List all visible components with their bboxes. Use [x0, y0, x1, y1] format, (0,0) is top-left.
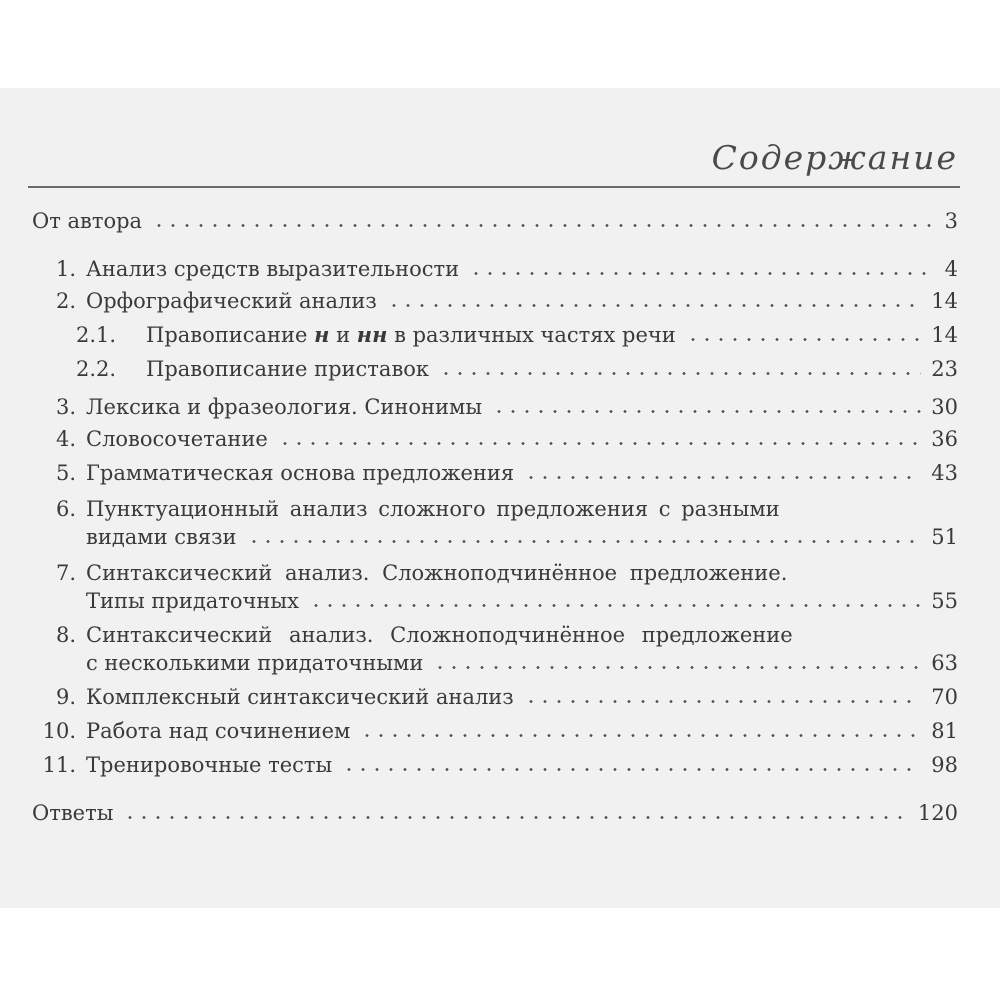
- toc-entry-2-1: [76, 320, 958, 350]
- toc-entry-page: 30: [931, 395, 958, 419]
- toc-entry-text: Орфографический анализ: [86, 289, 377, 313]
- toc-entry-3: [32, 392, 958, 422]
- dot-leader: [123, 816, 907, 819]
- toc-entry-page: 51: [931, 525, 958, 549]
- toc-entry-text: Тренировочные тесты: [86, 753, 333, 777]
- toc-entry-8: [32, 620, 958, 650]
- toc-entry-number: 4.: [55, 427, 76, 451]
- toc-text-emphasis: нн: [356, 322, 388, 347]
- toc-entry-number: 3.: [55, 395, 76, 419]
- toc-entry-text: Грамматическая основа предложения: [86, 461, 515, 485]
- toc-entry-page: 3: [944, 209, 958, 233]
- toc-entry-6-cont: [86, 522, 958, 552]
- dot-leader: [524, 476, 921, 479]
- toc-entry-number: 7.: [55, 561, 76, 585]
- toc-entry-text: Комплексный синтаксический анализ: [86, 685, 514, 709]
- toc-entry-page: 36: [931, 427, 958, 451]
- dot-leader: [524, 700, 922, 703]
- dot-leader: [247, 540, 922, 543]
- toc-entry-text: Словосочетание: [86, 427, 268, 451]
- toc-entry-text: Анализ средств выразительности: [86, 257, 460, 281]
- toc-entry-number: 10.: [42, 719, 76, 743]
- toc-entry-1: [32, 254, 958, 284]
- toc-entry-4: [32, 424, 958, 454]
- toc-entry-number: 9.: [55, 685, 76, 709]
- toc-entry-number: 1.: [55, 257, 76, 281]
- toc-entry-7: [32, 558, 958, 588]
- toc-entry-text: Типы придаточных: [86, 589, 299, 613]
- toc-entry-text: Лексика и фразеология. Синонимы: [86, 395, 483, 419]
- toc-entry-page: 14: [931, 289, 958, 313]
- dot-leader: [342, 768, 921, 771]
- toc-entry-8-cont: [86, 648, 958, 678]
- toc-entry-page: 14: [931, 323, 958, 347]
- toc-entry-number: 11.: [42, 753, 76, 777]
- toc-entry-7-cont: [86, 586, 958, 616]
- dot-leader: [387, 304, 921, 307]
- toc-entry-text: Синтаксический анализ. Сложноподчинённое предложение.: [86, 561, 788, 585]
- toc-text-part: Правописание: [146, 323, 315, 347]
- toc-entry-number: 2.1.: [76, 323, 117, 347]
- toc-entry-text: Ответы: [32, 801, 114, 825]
- dot-leader: [469, 272, 935, 275]
- toc-entry-author: [32, 206, 958, 236]
- toc-entry-9: [32, 682, 958, 712]
- dot-leader: [309, 604, 921, 607]
- page-title: Содержание: [711, 138, 958, 177]
- toc-entry-6: [32, 494, 958, 524]
- toc-entry-text: Пунктуационный анализ сложного предложения с разными: [86, 497, 780, 521]
- toc-entry-2: [32, 286, 958, 316]
- toc-entry-text: [146, 320, 676, 350]
- title-rule: [28, 186, 960, 188]
- toc-entry-page: 63: [931, 651, 958, 675]
- toc-text-part: в различных частях речи: [387, 323, 676, 347]
- toc-entry-page: 43: [931, 461, 958, 485]
- dot-leader: [433, 666, 921, 669]
- toc-entry-text: От автора: [32, 209, 143, 233]
- toc-entry-page: 98: [931, 753, 958, 777]
- toc-entry-text: Правописание приставок: [146, 357, 430, 381]
- dot-leader: [152, 224, 935, 227]
- toc-entry-page: 23: [931, 357, 958, 381]
- dot-leader: [439, 372, 921, 375]
- toc-entry-text: Работа над сочинением: [86, 719, 351, 743]
- dot-leader: [278, 442, 921, 445]
- toc-entry-page: 81: [931, 719, 958, 743]
- dot-leader: [686, 338, 922, 341]
- dot-leader: [492, 410, 921, 413]
- toc-entry-text: Синтаксический анализ. Сложноподчинённое предложение: [86, 623, 793, 647]
- toc-entry-number: 2.2.: [76, 357, 117, 381]
- toc-entry-page: 120: [917, 801, 958, 825]
- toc-entry-text: с несколькими придаточными: [86, 651, 424, 675]
- toc-entry-page: 70: [931, 685, 958, 709]
- toc-entry-text: видами связи: [86, 525, 237, 549]
- toc-text-emphasis: н: [314, 322, 330, 347]
- toc-entry-page: 4: [944, 257, 958, 281]
- toc-entry-number: 2.: [55, 289, 76, 313]
- toc-entry-page: 55: [931, 589, 958, 613]
- toc-text-part: и: [329, 323, 357, 347]
- toc-entry-number: 8.: [55, 623, 76, 647]
- toc-entry-10: [32, 716, 958, 746]
- toc-entry-5: [32, 458, 958, 488]
- toc-entry-11: [32, 750, 958, 780]
- toc-entry-answers: [32, 798, 958, 828]
- dot-leader: [360, 734, 921, 737]
- toc-entry-number: 5.: [55, 461, 76, 485]
- toc-entry-2-2: [76, 354, 958, 384]
- toc-entry-number: 6.: [55, 497, 76, 521]
